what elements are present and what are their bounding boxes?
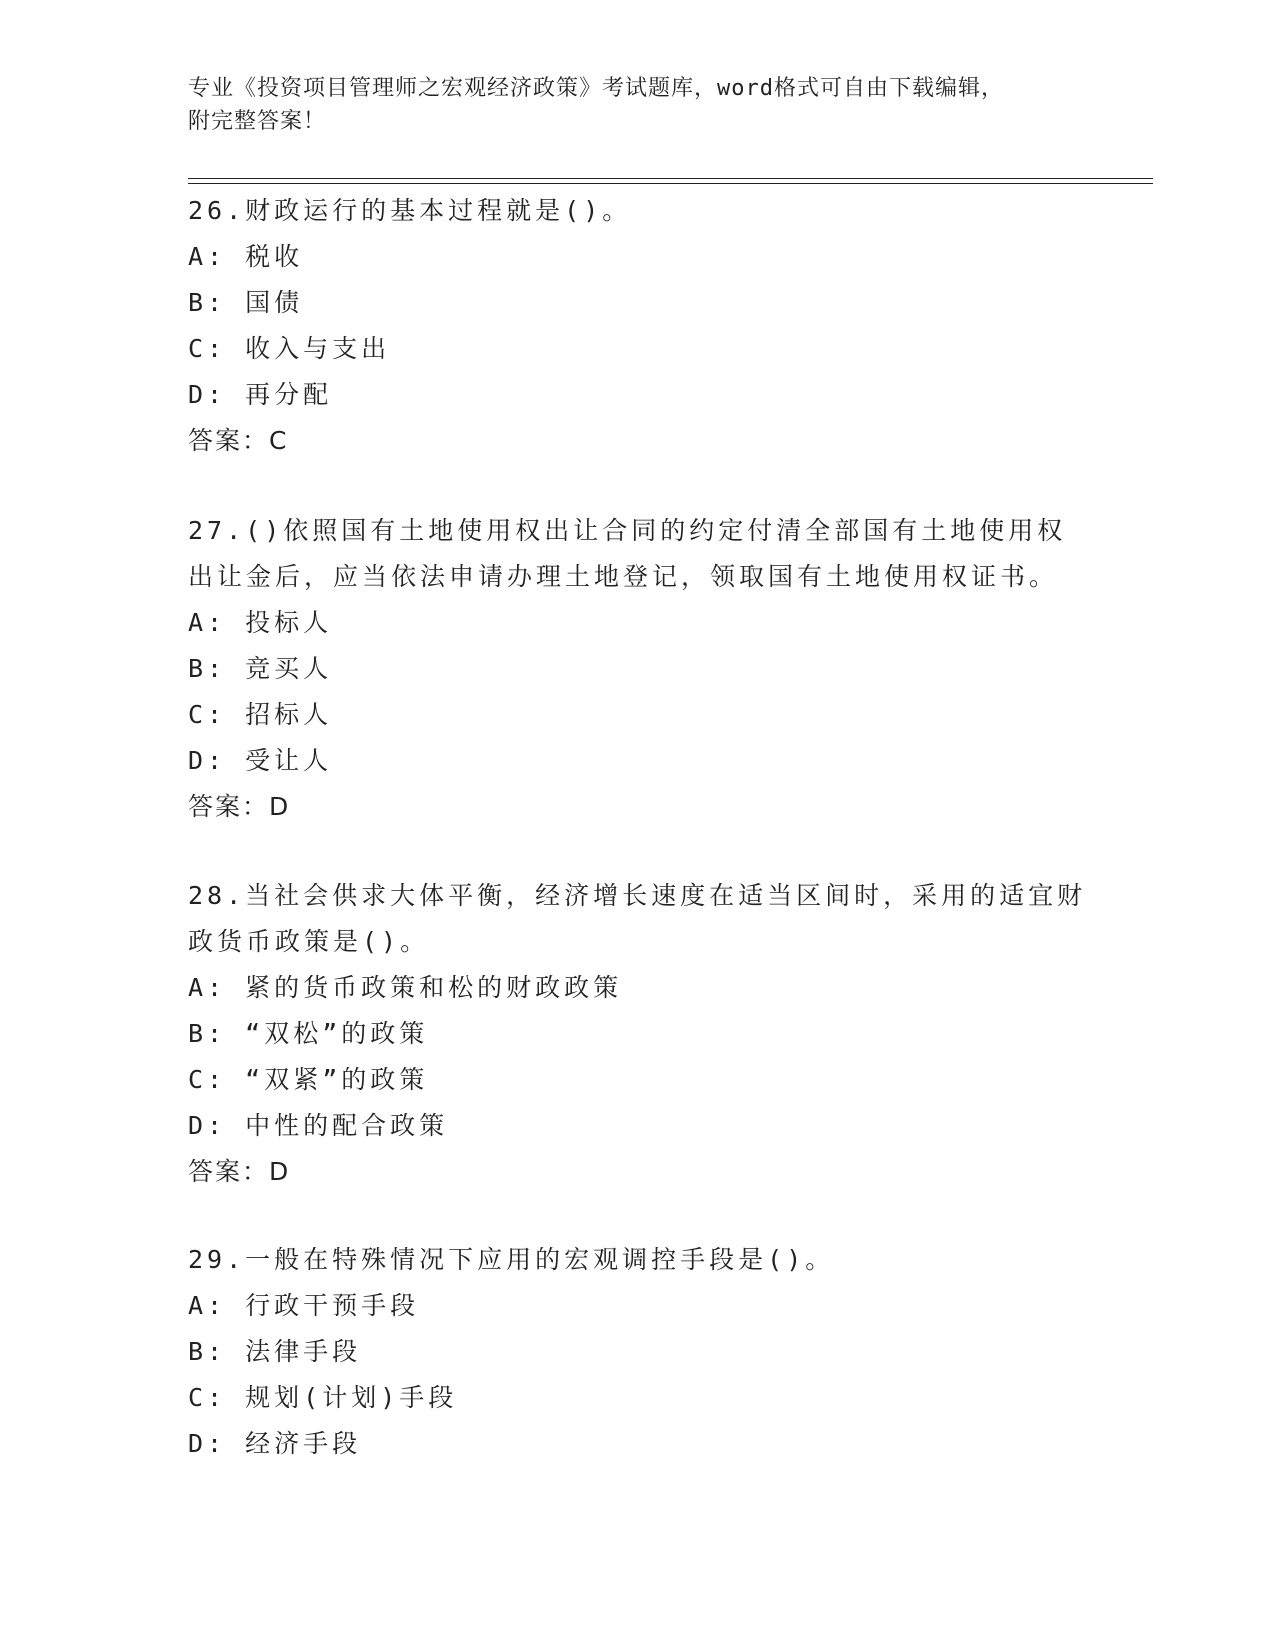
option-d: D: 再分配 bbox=[188, 380, 333, 409]
option-c: C: “双紧”的政策 bbox=[188, 1065, 429, 1094]
option-c: C: 规划(计划)手段 bbox=[188, 1383, 458, 1412]
option-a: A: 投标人 bbox=[188, 608, 333, 637]
option-c: C: 收入与支出 bbox=[188, 334, 391, 363]
question-28 bbox=[188, 873, 1088, 1195]
option-a: A: 紧的货币政策和松的财政政策 bbox=[188, 973, 623, 1002]
header-intro-line2: 附完整答案！ bbox=[188, 109, 327, 134]
question-29 bbox=[188, 1237, 1088, 1467]
header-divider-top bbox=[188, 178, 1153, 179]
question-text: 29.一般在特殊情况下应用的宏观调控手段是()。 bbox=[188, 1245, 835, 1274]
question-text: 26.财政运行的基本过程就是()。 bbox=[188, 196, 632, 225]
question-text: 28.当社会供求大体平衡，经济增长速度在适当区间时，采用的适宜财政货币政策是()。 bbox=[188, 881, 1087, 956]
option-b: B: 竞买人 bbox=[188, 654, 333, 683]
question-26 bbox=[188, 188, 1088, 464]
option-d: D: 经济手段 bbox=[188, 1429, 362, 1458]
header-intro-line1: 专业《投资项目管理师之宏观经济政策》考试题库，word格式可自由下载编辑， bbox=[188, 76, 1004, 101]
answer-label: 答案：C bbox=[188, 426, 289, 455]
option-a: A: 税收 bbox=[188, 242, 304, 271]
answer-label: 答案：D bbox=[188, 1157, 291, 1186]
option-c: C: 招标人 bbox=[188, 700, 333, 729]
option-b: B: “双松”的政策 bbox=[188, 1019, 429, 1048]
option-d: D: 中性的配合政策 bbox=[188, 1111, 449, 1140]
header-divider-bottom bbox=[188, 183, 1153, 184]
question-27 bbox=[188, 508, 1088, 830]
document-header bbox=[188, 72, 1088, 138]
option-b: B: 国债 bbox=[188, 288, 304, 317]
answer-label: 答案：D bbox=[188, 792, 291, 821]
option-a: A: 行政干预手段 bbox=[188, 1291, 420, 1320]
option-b: B: 法律手段 bbox=[188, 1337, 362, 1366]
question-text: 27.()依照国有土地使用权出让合同的约定付清全部国有土地使用权出让金后，应当依法申请办理土地登记，领取国有土地使用权证书。 bbox=[188, 516, 1067, 591]
option-d: D: 受让人 bbox=[188, 746, 333, 775]
